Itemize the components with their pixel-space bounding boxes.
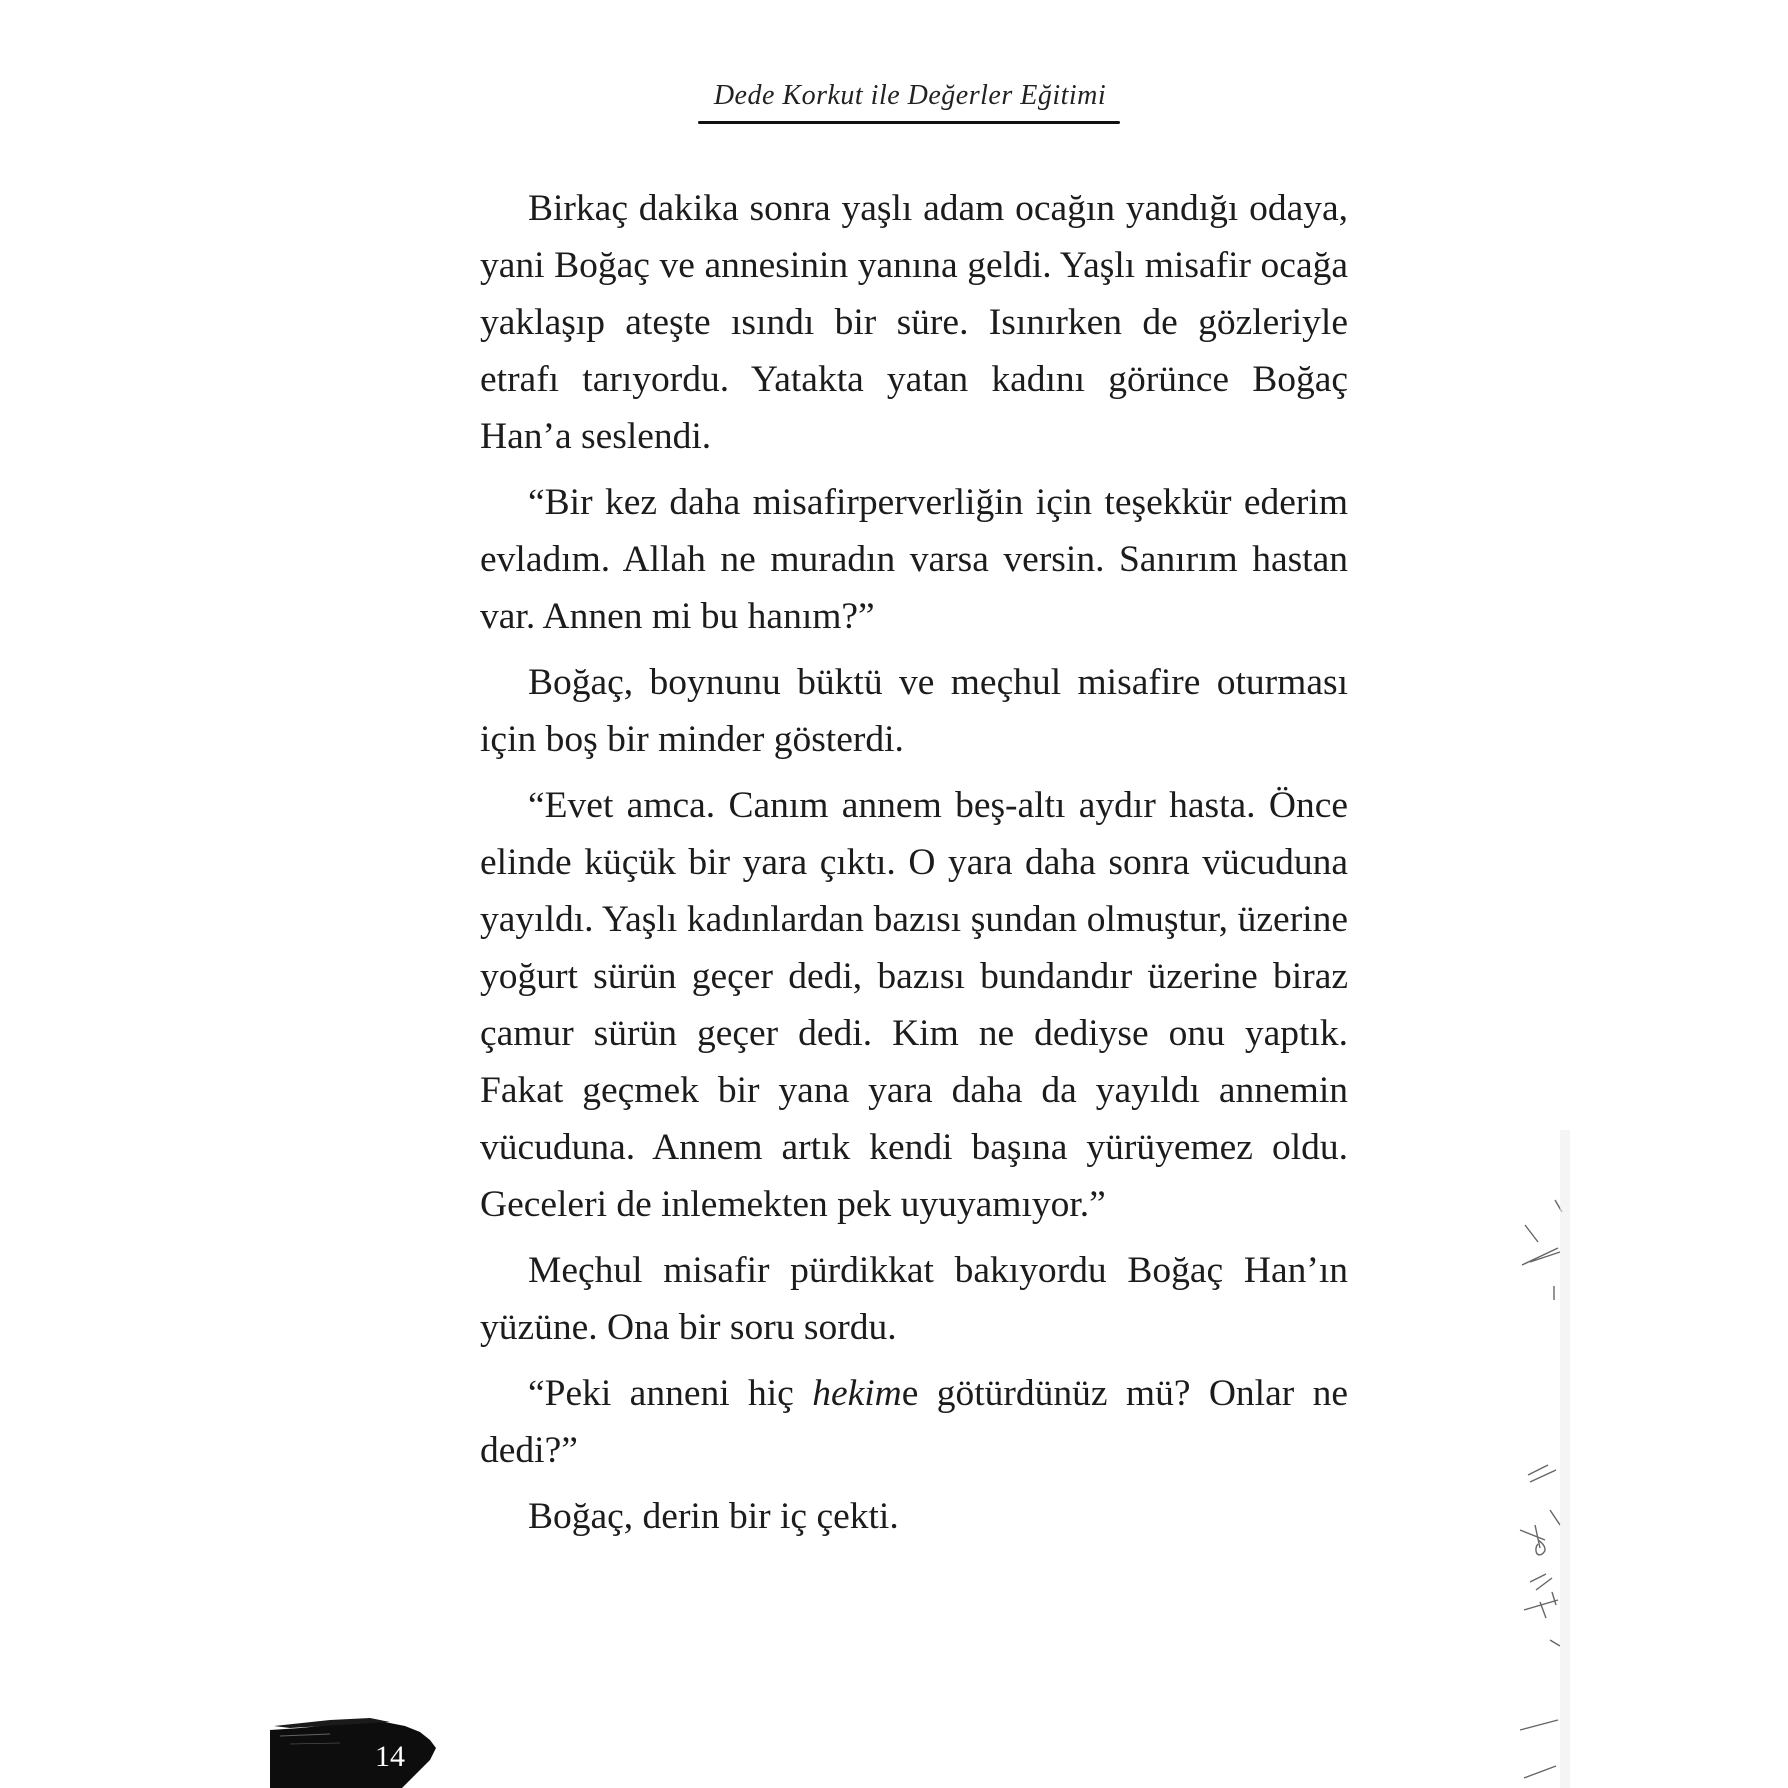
paragraph-7: Boğaç, derin bir iç çekti.: [528, 1496, 899, 1537]
header-underline: [698, 121, 1120, 124]
paragraph-4: “Evet amca. Canım annem beş-altı aydır hasta. Önce elinde küçük bir yara çıktı. O yara daha sonra vücuduna yayıldı. Yaşlı kadınlardan bazısı şundan olmuştur, üzerine yoğurt sürün geçer dedi, bazısı bundandır üzerine biraz çamur sürün geçer dedi. Kim ne dediyse onu yaptık. Fakat geçmek bir yana yara daha da yayıldı annemin vücuduna. Annem artık kendi başına yürüyemez oldu. Geceleri de inlemekten pek uyuyamıyor.”: [480, 785, 1348, 1225]
paragraph-6: [480, 1365, 1348, 1479]
page-number: 14: [375, 1740, 405, 1773]
paragraph-6-end: e götürdünüz mü? Onlar ne dedi?”: [480, 1373, 1348, 1471]
running-header-title: Dede Korkut ile Değerler Eğitimi: [713, 80, 1107, 111]
paragraph-5: Meçhul misafir pürdikkat bakıyordu Boğaç Han’ın yüzüne. Ona bir soru sordu.: [480, 1250, 1348, 1348]
body-text: [480, 180, 1348, 1554]
paragraph-6-start: “Peki anneni hiç: [528, 1373, 813, 1414]
paragraph-2: “Bir kez daha misafirperverliğin için teşekkür ederim evladım. Allah ne muradın varsa versin. Sanırım hastan var. Annen mi bu hanım?”: [480, 482, 1348, 637]
edge-scribble-marks: [1500, 1130, 1570, 1788]
paragraph-3: Boğaç, boynunu büktü ve meçhul misafire oturması için boş bir minder gösterdi.: [480, 662, 1348, 760]
paragraph-6-italic-word: hekim: [812, 1373, 902, 1414]
paragraph-1: Birkaç dakika sonra yaşlı adam ocağın yandığı odaya, yani Boğaç ve annesinin yanına geldi. Yaşlı misafir ocağa yaklaşıp ateşte ısındı bir süre. Isınırken de gözleriyle etrafı tarıyordu. Yatakta yatan kadını görünce Boğaç Han’a seslendi.: [480, 188, 1348, 457]
